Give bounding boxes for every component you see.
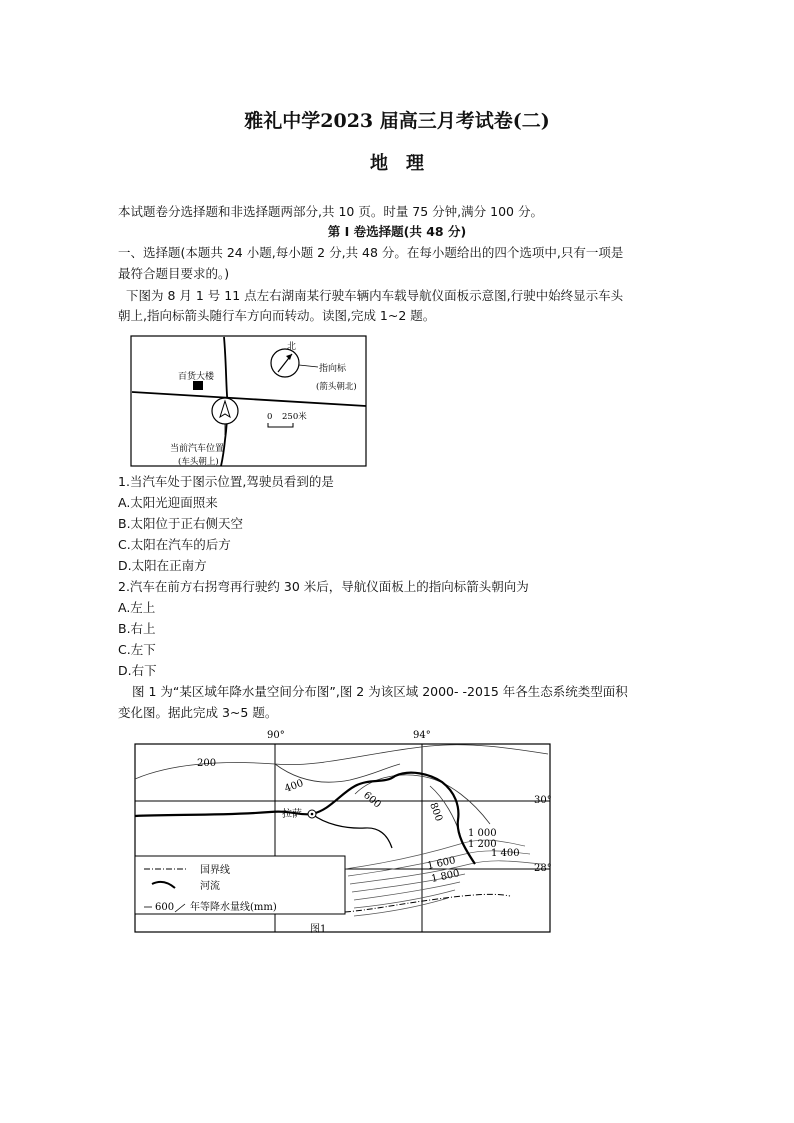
part1-line2: 最符合题目要求的。) xyxy=(118,266,230,281)
iso-400-label: 400 xyxy=(283,777,305,795)
precipitation-map-figure xyxy=(130,724,558,938)
iso-1600-label: 1 600 xyxy=(426,855,457,872)
subject-title: 地 理 xyxy=(370,153,424,174)
exam-title: 雅礼中学2023 届高三月考试卷(二) xyxy=(244,110,550,132)
q2-option-a: A.左上 xyxy=(118,600,156,615)
pointer-label: 指向标 xyxy=(319,364,347,374)
legend-iso-value: 600 xyxy=(155,902,175,913)
pointer-north-label: 北 xyxy=(287,342,297,352)
q1-stem: 1.当汽车处于图示位置,驾驶员看到的是 xyxy=(118,474,334,489)
material1-line1: 下图为 8 月 1 号 11 点左右湖南某行驶车辆内车载导航仪面板示意图,行驶中始终显示车头 xyxy=(126,288,624,303)
iso-200-label: 200 xyxy=(197,758,217,769)
intro-text: 本试题卷分选择题和非选择题两部分,共 10 页。时量 75 分钟,满分 100 分。 xyxy=(118,204,543,219)
legend-iso-label: 年等降水量线(mm) xyxy=(190,902,277,913)
q2-option-b: B.右上 xyxy=(118,621,156,636)
material1-line2: 朝上,指向标箭头随行车方向而转动。读图,完成 1~2 题。 xyxy=(118,308,436,323)
lat-30-label: 30° xyxy=(534,795,552,806)
car-note: (车头朝上) xyxy=(178,457,219,467)
lon-94-label: 94° xyxy=(413,730,431,741)
iso-800-label: 800 xyxy=(427,801,445,823)
legend-border-label: 国界线 xyxy=(200,865,230,876)
iso-1200-label: 1 200 xyxy=(468,839,497,850)
q1-option-a: A.太阳光迎面照来 xyxy=(118,495,218,510)
q1-option-d: D.太阳在正南方 xyxy=(118,558,207,573)
figure-caption: 图1 xyxy=(310,924,327,935)
lat-28-label: 28° xyxy=(534,863,552,874)
lhasa-marker-dot xyxy=(311,813,314,816)
scale-zero: 0 xyxy=(267,412,273,422)
navigation-panel-figure xyxy=(130,335,370,470)
legend-river-label: 河流 xyxy=(200,881,220,892)
iso-1400-label: 1 400 xyxy=(491,848,520,859)
city-label: 拉萨 xyxy=(282,809,302,820)
iso-600-label: 600 xyxy=(361,789,383,811)
material2-line1: 图 1 为“某区域年降水量空间分布图”,图 2 为该区域 2000- -2015 年各生态系统类型面积 xyxy=(132,684,628,699)
q2-option-d: D.右下 xyxy=(118,663,157,678)
material2-line2: 变化图。据此完成 3~5 题。 xyxy=(118,705,278,720)
scale-value: 250米 xyxy=(282,412,307,422)
lon-90-label: 90° xyxy=(267,730,285,741)
building-label: 百货大楼 xyxy=(178,372,215,382)
q2-stem: 2.汽车在前方右拐弯再行驶约 30 米后，导航仪面板上的指向标箭头朝向为 xyxy=(118,579,529,594)
section-title: 第 I 卷选择题(共 48 分) xyxy=(327,224,467,239)
part1-line1: 一、选择题(本题共 24 小题,每小题 2 分,共 48 分。在每小题给出的四个选项中,只有一项是 xyxy=(118,245,624,260)
car-label: 当前汽车位置 xyxy=(170,444,225,454)
iso-1800-label: 1 800 xyxy=(430,868,461,885)
iso-1000-label: 1 000 xyxy=(468,828,497,839)
pointer-note: (箭头朝北) xyxy=(316,382,357,392)
q1-option-c: C.太阳在汽车的后方 xyxy=(118,537,231,552)
building-marker xyxy=(193,381,203,390)
q1-option-b: B.太阳位于正右侧天空 xyxy=(118,516,244,531)
panel-border xyxy=(131,336,366,466)
q2-option-c: C.左下 xyxy=(118,642,156,657)
